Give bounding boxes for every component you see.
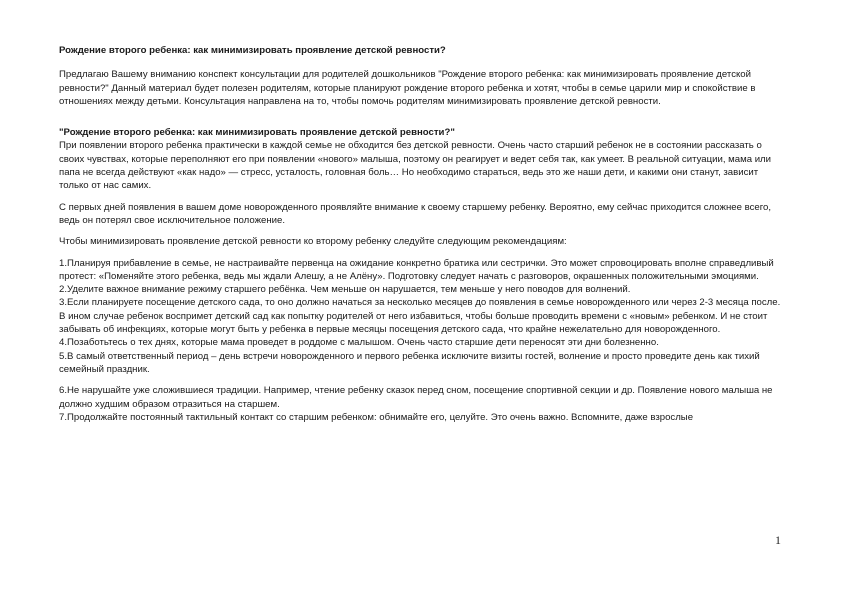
section-title: "Рождение второго ребенка: как минимизировать проявление детской ревности?" xyxy=(59,127,455,139)
list-item: 5.В самый ответственный период – день встречи новорожденного и первого ребенка исключите визиты гостей, волнение и просто проведите день как тихий семейный праздник. xyxy=(59,350,760,375)
page-number: 1 xyxy=(775,533,781,547)
intro-paragraph: Предлагаю Вашему вниманию конспект консультации для родителей дошкольников "Рождение второго ребенка: как минимизировать проявление детской ревности?" Данный материал будет полезен родителям, которые планируют рождение второго ребенка и хотят, чтобы в семье царили мир и спокойствие в отношениях между детьми. Консультация направлена на то, чтобы помочь родителям минимизировать проявление детской ревности. xyxy=(59,69,756,107)
recommendations-list-2 xyxy=(59,384,787,424)
list-item: 1.Планируя прибавление в семье, не настраивайте первенца на ожидание конкретно братика или сестрички. Это может спровоцировать вполне справедливый протест: «Поменяйте этого ребенка, ведь мы ждали Алешу, а не Алёну». Подготовку следует начать с разговоров, окрашенных положительными эмоциями. xyxy=(59,257,774,282)
list-item: 4.Позаботьтесь о тех днях, которые мама проведет в роддоме с малышом. Очень часто старшие дети переносят эти дни болезненно. xyxy=(59,337,659,349)
paragraph-attention: С первых дней появления в вашем доме новорожденного проявляйте внимание к своему старшему ребенку. Вероятно, ему сейчас приходится сложнее всего, ведь он потерял свое исключительное положение. xyxy=(59,201,771,226)
recommendations-list-1 xyxy=(59,257,787,377)
list-item: 2.Уделите важное внимание режиму старшего ребёнка. Чем меньше он нарушается, тем меньше у него поводов для волнений. xyxy=(59,284,631,296)
list-item: 3.Если планируете посещение детского сада, то оно должно начаться за несколько месяцев до появления в семье новорожденного или через 2-3 месяца после. В ином случае ребенок воспримет детский сад как попытку родителей от него избавиться, чтобы больше проводить времени с «новым» ребенком. И не стоит забывать об инфекциях, которые могут быть у ребенка в первые месяцы посещения детского сада, что крайне нежелательно для новорожденного. xyxy=(59,297,781,336)
list-item: 6.Не нарушайте уже сложившиеся традиции. Например, чтение ребенку сказок перед сном, посещение спортивной секции и др. Появление нового малыша не должно худшим образом отразиться на старшем. xyxy=(59,385,773,410)
section-paragraph: При появлении второго ребенка практически в каждой семье не обходится без детской ревности. Очень часто старший ребенок не в состоянии рассказать о своих чувствах, которые переполняют его при появлении «нового» малыша, поэтому он реагирует и ведет себя так, как умеет. В реальной ситуации, мама или папа не всегда действуют «как надо» — стресс, усталость, головная боль… Но необходимо стараться, ведь это же наши дети, и какими они станут, зависит только от нас самих. xyxy=(59,140,772,192)
list-item: 7.Продолжайте постоянный тактильный контакт со старшим ребенком: обнимайте его, целуйте. Это очень важно. Вспомните, даже взрослые xyxy=(59,411,694,423)
document-title: Рождение второго ребенка: как минимизировать проявление детской ревности? xyxy=(59,45,446,56)
document-body xyxy=(59,44,787,432)
paragraph-recommendations-intro: Чтобы минимизировать проявление детской ревности ко второму ребенку следуйте следующим рекомендациям: xyxy=(59,236,567,248)
